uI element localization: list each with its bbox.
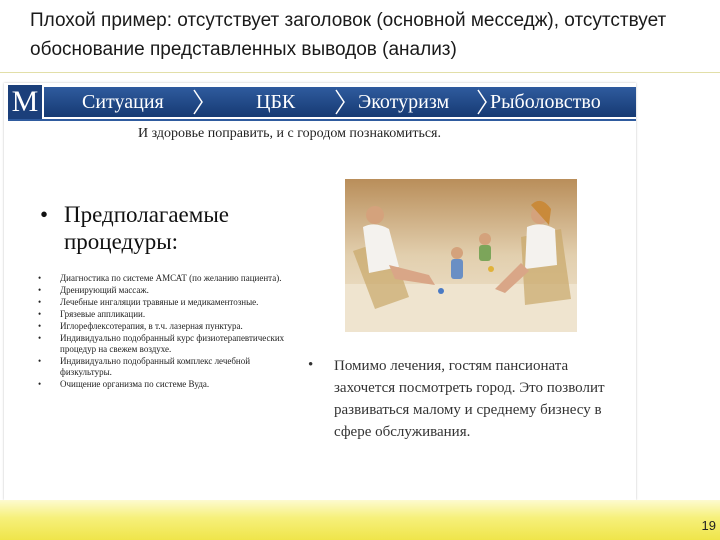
bullet-icon: • [38, 321, 42, 331]
list-item [34, 333, 288, 355]
main-bullet [40, 201, 280, 255]
nav-tab-cbk: ЦБК [256, 91, 296, 113]
tagline: И здоровье поправить, и с городом познакомиться. [138, 126, 441, 141]
list-item [34, 297, 288, 308]
list-item-text: Индивидуально подобранный курс физиотерапевтических процедур на свежем воздухе. [60, 333, 285, 354]
list-item-text: Индивидуально подобранный комплекс лечебной физкультуры. [60, 356, 251, 377]
list-item [34, 309, 288, 320]
list-item-text: Диагностика по системе АМСАТ (по желанию пациента). [60, 273, 282, 283]
bullet-icon: • [40, 202, 49, 227]
slide-title: Плохой пример: отсутствует заголовок (основной месседж), отсутствует обоснование представленных выводов (анализ) [30, 10, 667, 60]
right-bullet-text: Помимо лечения, гостям пансионата захочется посмотреть город. Это позволит развиваться малому и среднему бизнесу в сфере обслуживания. [334, 358, 605, 440]
bullet-icon: • [38, 379, 42, 389]
nav-bar [44, 87, 636, 117]
list-item-text: Иглорефлексотерапия, в т.ч. лазерная пунктура. [60, 321, 243, 331]
list-item [34, 285, 288, 296]
list-item [34, 356, 288, 378]
right-bullet [308, 355, 624, 443]
procedure-list [34, 273, 288, 391]
bullet-icon: • [38, 333, 42, 343]
list-item [34, 321, 288, 332]
list-item [34, 273, 288, 284]
bullet-icon: • [38, 273, 42, 283]
bullet-icon: • [38, 297, 42, 307]
list-item [34, 379, 288, 390]
main-bullet-text: Предполагаемые процедуры: [64, 202, 229, 254]
bottom-band [0, 500, 720, 540]
title-divider [0, 72, 720, 73]
bullet-icon: • [308, 357, 314, 373]
list-item-text: Очищение организма по системе Вуда. [60, 379, 210, 389]
logo: M [8, 85, 42, 119]
chevron-right-icon [192, 89, 204, 115]
nav-tab-situation: Ситуация [82, 91, 164, 113]
nav-divider [8, 119, 636, 121]
chevron-right-icon [476, 89, 488, 115]
bullet-icon: • [38, 309, 42, 319]
salt-room-photo [345, 179, 577, 332]
embedded-slide [4, 83, 636, 500]
list-item-text: Лечебные ингаляции травяные и медикаментозные. [60, 297, 259, 307]
chevron-right-icon [334, 89, 346, 115]
list-item-text: Грязевые аппликации. [60, 309, 146, 319]
page-number: 19 [701, 518, 716, 533]
bullet-icon: • [38, 356, 42, 366]
nav-tab-ecotourism: Экотуризм [358, 91, 450, 113]
list-item-text: Дренирующий массаж. [60, 285, 149, 295]
nav-tab-fishing: Рыболовство [490, 91, 601, 113]
bullet-icon: • [38, 285, 42, 295]
